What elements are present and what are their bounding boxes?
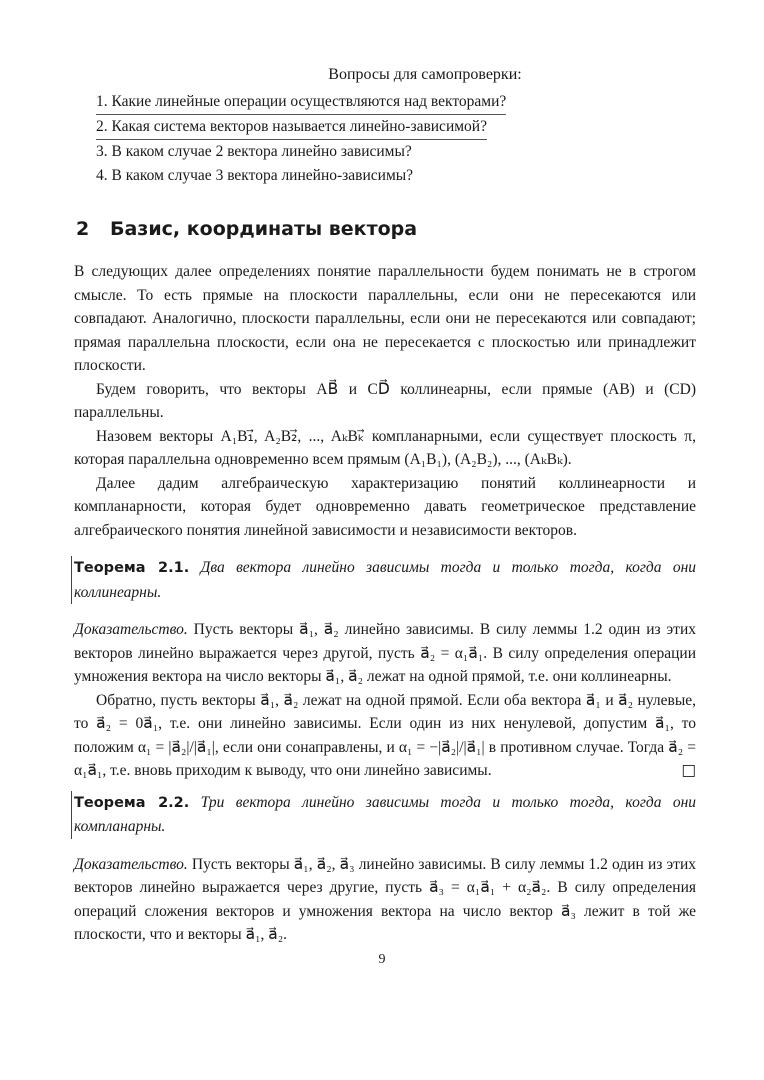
- paragraph-collinear-definition: Будем говорить, что векторы AB⃗ и CD⃗ коллинеарны, если прямые (AB) и (CD) параллельны.: [74, 380, 696, 421]
- section-heading: [76, 218, 696, 240]
- theorem-2-1-head: Теорема 2.1.: [74, 560, 190, 576]
- theorem-2-1-body: Два вектора линейно зависимы тогда и только тогда, когда они коллинеарны.: [74, 559, 697, 601]
- paragraph-parallel-definition: В следующих далее определениях понятие параллельности будем понимать не в строгом смысле. То есть прямые на плоскости параллельны, если они не пересекаются или совпадают. Аналогично, плоскости параллельны, если они не пересекаются или совпадают; прямая параллельна плоскости, если она не пересекается с плоскостью или принадлежит плоскости.: [74, 263, 696, 374]
- question-item: 4. В каком случае 3 вектора линейно-зависимы?: [96, 167, 414, 184]
- theorem-2-2-head: Теорема 2.2.: [74, 794, 190, 811]
- theorem-2-2: [71, 791, 696, 839]
- section-title: Базис, координаты вектора: [110, 218, 418, 240]
- question-item: 3. В каком случае 2 вектора линейно зависимы?: [96, 143, 412, 160]
- proof-1-paragraph-1: Пусть векторы a⃗₁, a⃗₂ линейно зависимы. В силу леммы 1.2 один из этих векторов линейно выражается через другой, пусть a⃗₂ = α₁a⃗₁. В силу определения операции умножения вектора на число векторы a⃗₁, a⃗₂ лежат на одной прямой, т.е. они коллинеарны.: [74, 621, 697, 685]
- questions-title: Вопросы для самопроверки:: [328, 66, 522, 83]
- theorem-2-1: [71, 556, 696, 604]
- section-number: 2: [76, 218, 90, 240]
- proof-2-head: Доказательство.: [74, 855, 188, 873]
- proof-1-head: Доказательство.: [74, 621, 188, 638]
- paragraph-coplanar-definition: Назовем векторы A₁B₁⃗, A₂B₂⃗, ..., AₖBₖ⃗ компланарными, если существует плоскость π, которая параллельна одновременно всем прямым (A₁B₁), (A₂B₂), ..., (AₖBₖ).: [74, 427, 696, 468]
- paragraph-intro-characterization: Далее дадим алгебраическую характеризацию понятий коллинеарности и компланарности, которая будет одновременно давать геометрическое представление алгебраического понятия линейной зависимости и независимости векторов.: [74, 474, 696, 539]
- proof-1-paragraph-2: Обратно, пусть векторы a⃗₁, a⃗₂ лежат на одной прямой. Если оба вектора a⃗₁ и a⃗₂ нулевые, то a⃗₂ = 0a⃗₁, т.е. они линейно зависимы. Если один из них ненулевой, допустим a⃗₁, то положим α₁ = |a⃗₂|/|a⃗₁|, если они сонаправлены, и α₁ = −|a⃗₂|/|a⃗₁| в противном случае. Тогда a⃗₂ = α₁a⃗₁, т.е. вновь приходим к выводу, что они линейно зависимы.: [74, 691, 696, 779]
- question-item: 1. Какие линейные операции осуществляются над векторами?: [96, 90, 506, 115]
- page-number: 9: [378, 952, 386, 967]
- qed-mark: □: [681, 761, 696, 779]
- proof-2-paragraph-1: Пусть векторы a⃗₁, a⃗₂, a⃗₃ линейно зависимы. В силу леммы 1.2 один из этих векторов линейно выражается через другие, пусть a⃗₃ = α₁a⃗₁ + α₂a⃗₂. В силу определения операций сложения векторов и умножения вектора на число вектор a⃗₃ лежит в той же плоскости, что и векторы a⃗₁, a⃗₂.: [74, 855, 696, 943]
- question-item: 2. Какая система векторов называется линейно-зависимой?: [96, 115, 487, 140]
- questions-list: [96, 90, 576, 188]
- theorem-2-2-body: Три вектора линейно зависимы тогда и только тогда, когда они компланарны.: [74, 793, 697, 835]
